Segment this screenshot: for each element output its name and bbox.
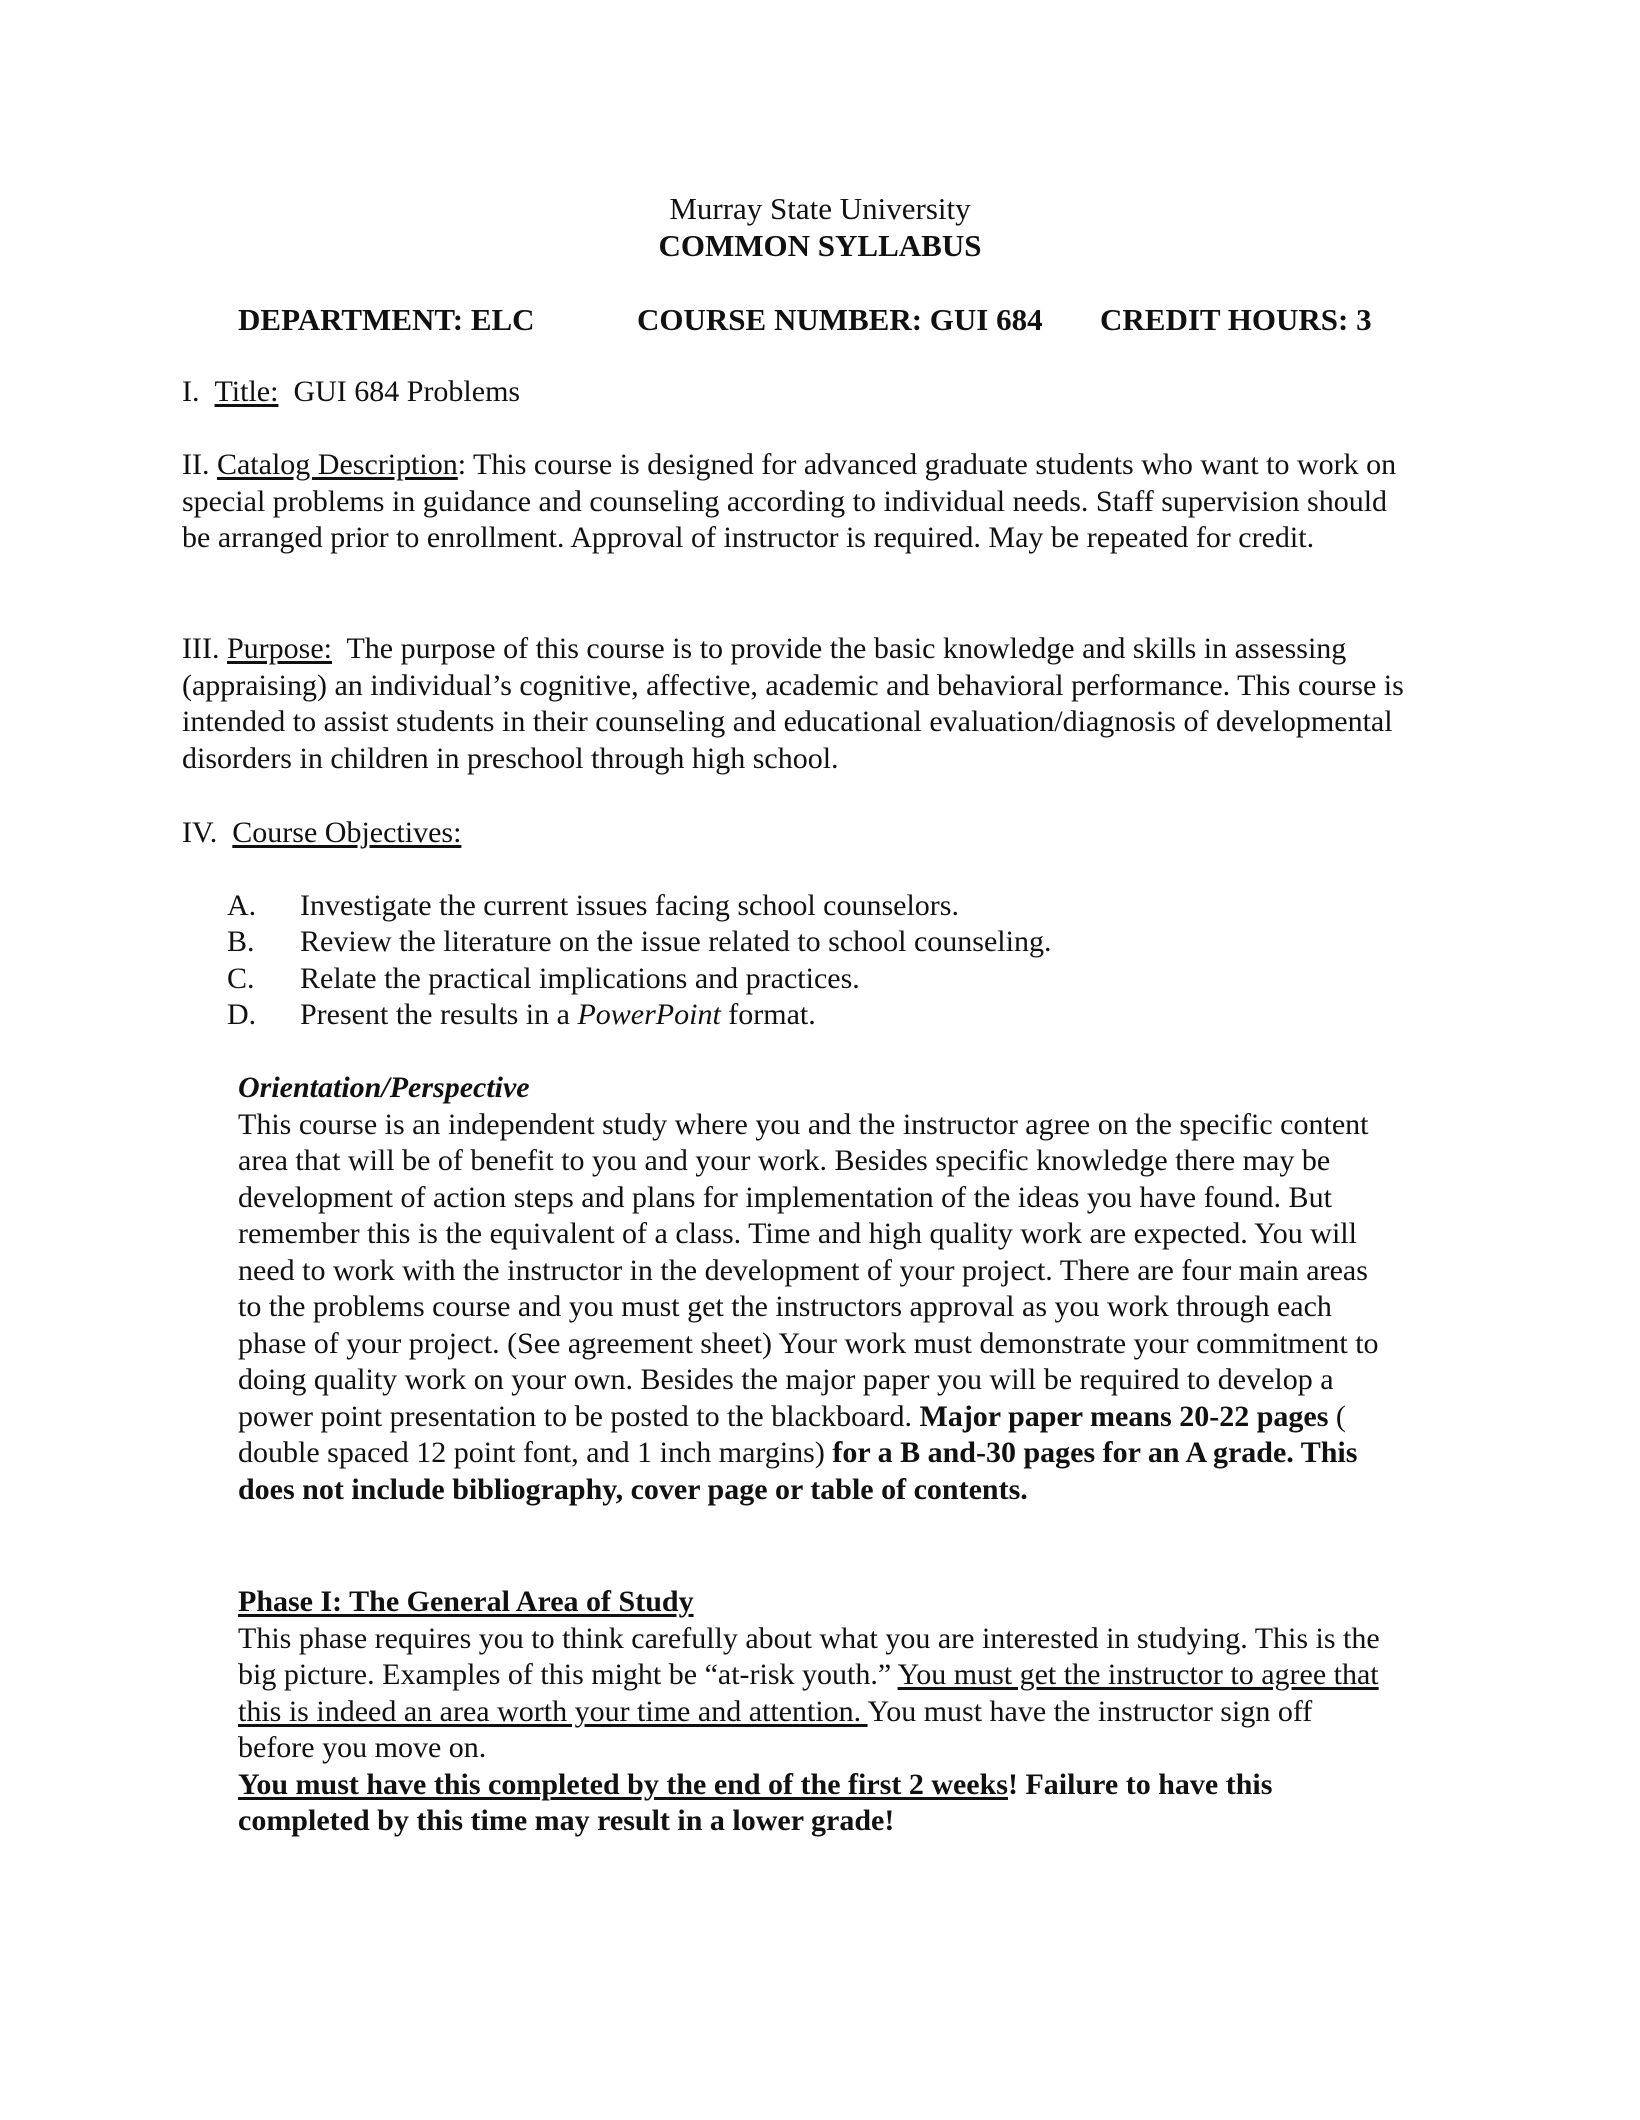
phase1-deadline-underlined: You must have this completed by the end of the first 2 weeks	[238, 1767, 1008, 1801]
objective-text-before: Present the results in a	[300, 998, 578, 1031]
section-numeral: IV.	[182, 816, 218, 849]
orientation-bold-2: for a B and-30 pages for an A grade. This does not include bibliography, cover page or table of contents.	[238, 1436, 1358, 1506]
section-label: Catalog Description	[216, 448, 458, 481]
section-purpose	[182, 631, 1432, 777]
objective-text: Investigate the current issues facing school counselors.	[300, 889, 959, 922]
course-title-text: GUI 684 Problems	[293, 375, 521, 408]
objective-letter: D.	[227, 998, 257, 1031]
orientation-text-2: ( double spaced 12 point font, and 1 inch margins)	[238, 1399, 1346, 1469]
credit-hours-label: CREDIT HOURS: 3	[1100, 302, 1372, 337]
section-numeral: III.	[182, 632, 220, 665]
orientation-bold-1: Major paper means 20-22 pages	[919, 1399, 1329, 1433]
objective-letter: A.	[227, 889, 257, 922]
orientation-text: This course is an independent study where you and the instructor agree on the specific content area that will be of benefit to you and your work. Besides specific knowledge there may be development of action steps and plans for implementation of the ideas you have found. But remember this is the equivalent of a class. Time and high quality work are expected. You will need to work with the instructor in the development of your project. There are four main areas to the problems course and you must get the instructors approval as you work through each phase of your project. (See agreement sheet) Your work must demonstrate your commitment to doing quality work on your own. Besides the major paper you will be required to develop a power point presentation to be posted to the blackboard.	[238, 1107, 1379, 1433]
objective-letter: B.	[227, 925, 255, 958]
phase1-deadline	[238, 1767, 1388, 1840]
catalog-description-text: : This course is designed for advanced graduate students who want to work on special problems in guidance and counseling according to individual needs. Staff supervision should be arranged prior to enrollment. Approval of instructor is required. May be repeated for credit.	[182, 448, 1397, 554]
objective-item	[227, 997, 816, 1034]
course-number-label: COURSE NUMBER: GUI 684	[637, 302, 1043, 337]
section-title	[182, 374, 1442, 411]
objective-item	[227, 888, 959, 925]
objective-text-italic: PowerPoint	[577, 998, 721, 1031]
section-label: Purpose:	[226, 632, 332, 665]
section-label: Title:	[214, 375, 279, 408]
orientation-heading: Orientation/Perspective	[238, 1071, 530, 1104]
phase1-body	[238, 1621, 1388, 1767]
section-catalog-description	[182, 447, 1412, 557]
phase1-underlined-text: You must get the instructor to agree that this is indeed an area worth your time and attention.	[238, 1658, 1379, 1728]
section-objectives-heading	[182, 815, 1442, 852]
phase1-section	[238, 1584, 1388, 1840]
section-numeral: I.	[182, 375, 200, 408]
university-name: Murray State University	[669, 191, 971, 226]
objective-item	[227, 961, 860, 998]
section-numeral: II.	[182, 448, 210, 481]
syllabus-title: COMMON SYLLABUS	[658, 228, 982, 263]
objective-letter: C.	[227, 962, 255, 995]
orientation-section	[238, 1070, 1388, 1508]
objective-text: Relate the practical implications and practices.	[300, 962, 860, 995]
orientation-body	[238, 1107, 1388, 1509]
section-label: Course Objectives:	[232, 816, 462, 849]
phase1-text: This phase requires you to think carefully about what you are interested in studying. This is the big picture. Examples of this might be “at-risk youth.”	[238, 1621, 1380, 1691]
objective-text: Review the literature on the issue related to school counseling.	[300, 925, 1052, 958]
phase1-text-2: You must have the instructor sign off before you move on.	[238, 1694, 1313, 1764]
objective-item	[227, 924, 1051, 961]
phase1-deadline-rest: ! Failure to have this completed by this time may result in a lower grade!	[238, 1767, 1273, 1837]
objective-text-after: format.	[720, 998, 816, 1031]
phase1-heading: Phase I: The General Area of Study	[238, 1585, 694, 1618]
purpose-text: The purpose of this course is to provide the basic knowledge and skills in assessing (appraising) an individual’s cognitive, affective, academic and behavioral performance. This course is intended to assist students in their counseling and educational evaluation/diagnosis of developmental disorders in children in preschool through high school.	[182, 632, 1404, 775]
course-info-row	[0, 302, 1640, 342]
department-label: DEPARTMENT: ELC	[238, 302, 535, 337]
